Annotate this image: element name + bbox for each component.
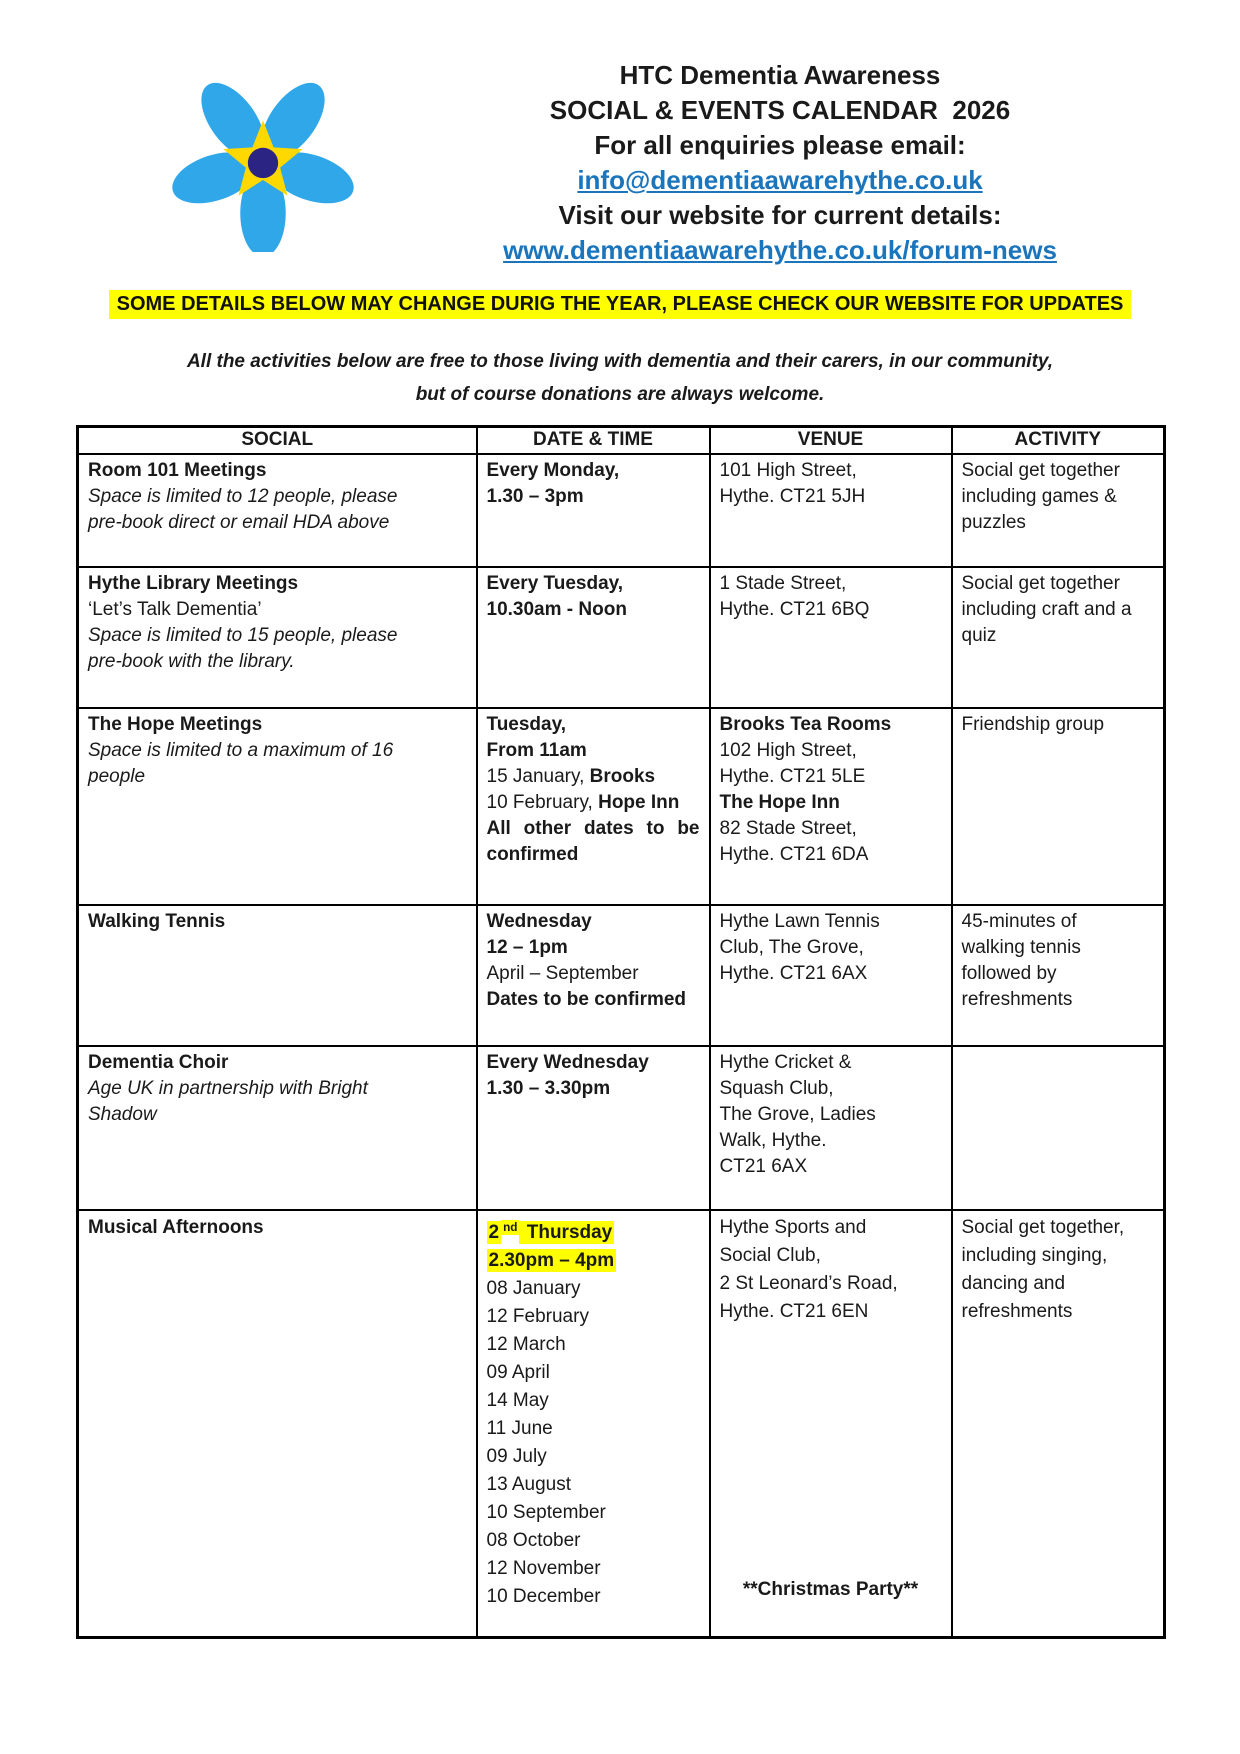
text-line: Social get together <box>961 573 1120 594</box>
text-line: refreshments <box>961 989 1073 1010</box>
cell-activity <box>952 905 1165 1046</box>
text-line: Club, The Grove, <box>719 937 864 958</box>
cell-activity <box>952 708 1165 905</box>
text-line: Wednesday <box>486 911 592 932</box>
cell-social <box>78 905 477 1046</box>
text-line: puzzles <box>961 512 1026 533</box>
text-line: Hythe. CT21 6BQ <box>719 599 870 620</box>
text-line: 13 August <box>486 1474 572 1496</box>
text-line: including games & <box>961 486 1117 507</box>
website-label: Visit our website for current details: <box>558 200 1002 230</box>
text-line: Hythe. CT21 6EN <box>719 1301 869 1322</box>
column-header-activity: ACTIVITY <box>952 427 1165 455</box>
cell-social <box>78 567 477 708</box>
text-line: including craft and a <box>961 599 1132 620</box>
text-line: Hythe. CT21 5JH <box>719 486 866 507</box>
text-line: Hythe Lawn Tennis <box>719 911 880 932</box>
column-header-social: SOCIAL <box>78 427 477 455</box>
text-line: All other dates to be <box>486 818 700 839</box>
cell-social <box>78 1210 477 1638</box>
text-line: Dates to be confirmed <box>486 989 687 1010</box>
cell-venue <box>710 1046 952 1210</box>
text-line: 08 January <box>486 1278 581 1300</box>
column-header-date-time: DATE & TIME <box>477 427 710 455</box>
cell-date-time <box>477 1210 710 1638</box>
text-line: **Christmas Party** <box>742 1579 919 1600</box>
text-line: Walking Tennis <box>88 911 226 932</box>
events-table-body <box>78 454 1165 1638</box>
text-line: Hythe Library Meetings <box>88 573 299 594</box>
text-line: Space is limited to a maximum of 16 <box>88 740 394 761</box>
text-line: 09 April <box>486 1362 550 1384</box>
cell-venue <box>710 567 952 708</box>
text-line: pre-book direct or email HDA above <box>88 512 390 533</box>
cell-activity <box>952 1210 1165 1638</box>
text-line: 12 – 1pm <box>486 937 568 958</box>
text-line: Musical Afternoons <box>88 1217 264 1238</box>
text-line: 14 May <box>486 1390 549 1412</box>
text-line: Hythe. CT21 6AX <box>719 963 868 984</box>
text-line: 12 March <box>486 1334 566 1356</box>
text-line: people <box>88 766 146 787</box>
text-line: Every Tuesday, <box>486 573 624 594</box>
cell-activity <box>952 1046 1165 1210</box>
text-line: followed by <box>961 963 1057 984</box>
cell-activity <box>952 567 1165 708</box>
text-line: Hythe. CT21 5LE <box>719 766 866 787</box>
org-title: HTC Dementia Awareness <box>619 60 941 90</box>
text-line: 12 November <box>486 1558 601 1580</box>
text-line: Space is limited to 15 people, please <box>88 625 398 646</box>
cell-date-time <box>477 905 710 1046</box>
calendar-title: SOCIAL & EVENTS CALENDAR 2026 <box>549 95 1011 125</box>
cell-venue <box>710 905 952 1046</box>
text-line: The Hope Inn <box>719 792 840 813</box>
text-line: 09 July <box>486 1446 547 1468</box>
text-line: 2.30pm – 4pm <box>488 1250 615 1272</box>
table-row <box>78 567 1165 708</box>
document-header <box>0 0 1240 290</box>
text-line: From 11am <box>486 740 587 761</box>
cell-social <box>78 1046 477 1210</box>
intro-line-2: but of course donations are always welcome. <box>415 384 825 405</box>
cell-venue <box>710 454 952 567</box>
cell-date-time <box>477 454 710 567</box>
website-link[interactable]: www.dementiaawarehythe.co.uk/forum-news <box>503 235 1057 265</box>
text-line: ‘Let’s Talk Dementia’ <box>88 599 262 620</box>
text-line: quiz <box>961 625 997 646</box>
text-line: Friendship group <box>961 714 1105 735</box>
text-line: 10 September <box>486 1502 606 1524</box>
text-line: pre-book with the library. <box>88 651 295 672</box>
cell-social <box>78 454 477 567</box>
text-line: 1.30 – 3.30pm <box>486 1078 611 1099</box>
text-line: Social get together <box>961 460 1120 481</box>
text-line: Age UK in partnership with Bright <box>88 1078 368 1099</box>
events-table <box>76 425 1166 1639</box>
text-line: 45-minutes of <box>961 911 1077 932</box>
cell-social <box>78 708 477 905</box>
email-link[interactable]: info@dementiaawarehythe.co.uk <box>577 165 983 195</box>
text-line: Room 101 Meetings <box>88 460 267 481</box>
column-header-venue: VENUE <box>710 427 952 455</box>
table-row <box>78 905 1165 1046</box>
update-notice-banner: SOME DETAILS BELOW MAY CHANGE DURIG THE YEAR, PLEASE CHECK OUR WEBSITE FOR UPDATES <box>109 290 1132 319</box>
text-line: walking tennis <box>961 937 1081 958</box>
header-text-block <box>320 58 1240 268</box>
text-line: April – September <box>486 963 639 984</box>
text-line: 1 Stade Street, <box>719 573 847 594</box>
table-header-row <box>78 427 1165 455</box>
text-line: Social Club, <box>719 1245 821 1266</box>
text-line: Squash Club, <box>719 1078 834 1099</box>
text-line: 08 October <box>486 1530 581 1552</box>
text-line: Hythe Sports and <box>719 1217 867 1238</box>
text-line: CT21 6AX <box>719 1156 808 1177</box>
cell-venue <box>710 1210 952 1638</box>
text-line: confirmed <box>486 844 579 865</box>
flower-center <box>248 148 278 178</box>
text-line: 11 June <box>486 1418 553 1440</box>
text-line: Walk, Hythe. <box>719 1130 827 1151</box>
text-line: dancing and <box>961 1273 1066 1294</box>
cell-venue <box>710 708 952 905</box>
text-line: 10 February, Hope Inn <box>486 792 680 813</box>
intro-note <box>0 345 1240 411</box>
update-notice-wrap <box>0 290 1240 319</box>
text-line: including singing, <box>961 1245 1108 1266</box>
text-line: 102 High Street, <box>719 740 857 761</box>
text-line: 1.30 – 3pm <box>486 486 584 507</box>
table-row <box>78 1210 1165 1638</box>
text-line: Every Monday, <box>486 460 620 481</box>
text-line: 12 February <box>486 1306 589 1328</box>
text-line: 2 $^{nd}$ Thursday <box>488 1221 613 1244</box>
intro-line-1: All the activities below are free to those living with dementia and their carers, in our community, <box>186 351 1054 372</box>
table-row <box>78 708 1165 905</box>
text-line: refreshments <box>961 1301 1073 1322</box>
table-row <box>78 454 1165 567</box>
text-line: 101 High Street, <box>719 460 857 481</box>
cell-activity <box>952 454 1165 567</box>
cell-date-time <box>477 708 710 905</box>
text-line: Social get together, <box>961 1217 1125 1238</box>
text-line: Space is limited to 12 people, please <box>88 486 398 507</box>
cell-date-time <box>477 1046 710 1210</box>
text-line: The Grove, Ladies <box>719 1104 876 1125</box>
text-line: 82 Stade Street, <box>719 818 857 839</box>
text-line: The Hope Meetings <box>88 714 263 735</box>
text-line: Every Wednesday <box>486 1052 649 1073</box>
text-line: Shadow <box>88 1104 157 1125</box>
text-line: 2 St Leonard’s Road, <box>719 1273 898 1294</box>
text-line: 10.30am - Noon <box>486 599 627 620</box>
text-line: Brooks Tea Rooms <box>719 714 892 735</box>
enquiries-label: For all enquiries please email: <box>594 130 966 160</box>
text-line: 15 January, Brooks <box>486 766 656 787</box>
text-line: Hythe. CT21 6DA <box>719 844 869 865</box>
cell-date-time <box>477 567 710 708</box>
text-line: Dementia Choir <box>88 1052 229 1073</box>
table-row <box>78 1046 1165 1210</box>
text-line: Hythe Cricket & <box>719 1052 852 1073</box>
text-line: 10 December <box>486 1586 601 1608</box>
text-line: Tuesday, <box>486 714 567 735</box>
